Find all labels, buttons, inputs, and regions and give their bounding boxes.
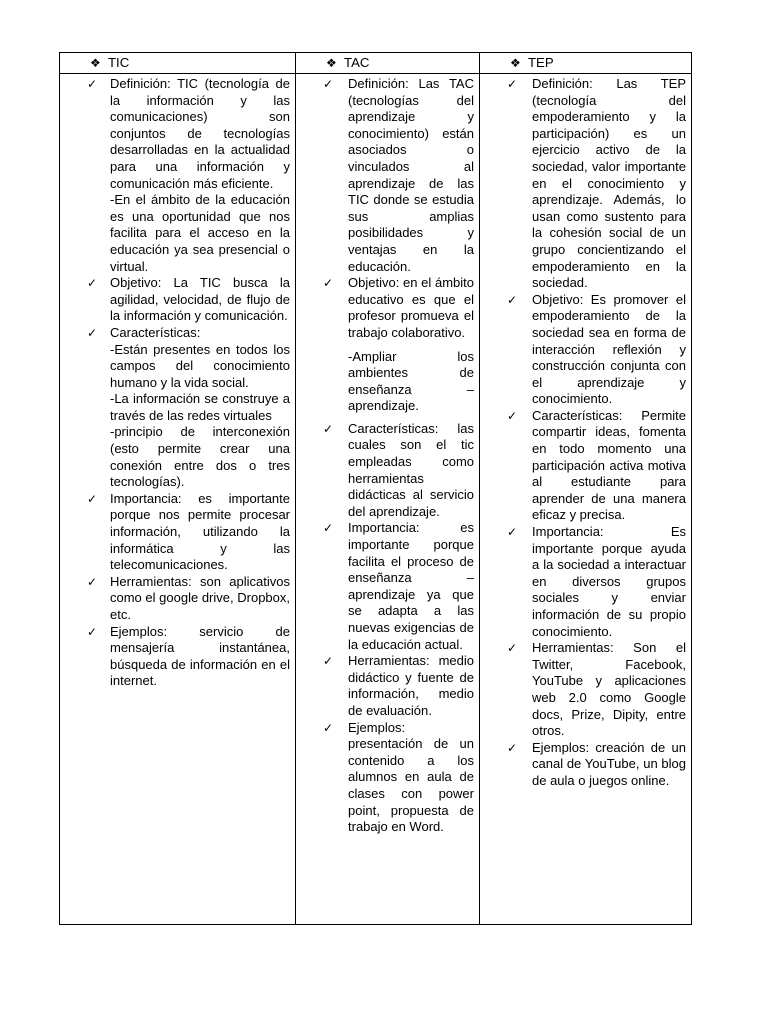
heading-text: TEP — [528, 55, 554, 70]
checkmark-icon: ✓ — [87, 574, 98, 589]
checkmark-icon: ✓ — [507, 77, 518, 91]
checkmark-icon: ✓ — [323, 421, 334, 436]
sub-text: -En el ámbito de la educación es una oportunidad que nos facilita para el acceso en la educación ya sea presencial o virtual. — [110, 192, 290, 274]
list-item: ✓ Ejemplos: presentación de un contenido a los alumnos en aula de clases con power point, propuesta de trabajo en Word. — [323, 719, 474, 835]
list-item: ✓ Herramientas: Son el Twitter, Facebook, YouTube y aplicaciones web 2.0 como Google docs, Prize, Dipity, entre otros. — [507, 640, 686, 739]
checkmark-icon: ✓ — [87, 276, 98, 291]
checkmark-icon: ✓ — [87, 491, 98, 506]
list-item: ✓ Objetivo: La TIC busca la agilidad, velocidad, de flujo de la información y comunicación. — [87, 275, 290, 324]
list-item: ✓ Definición: Las TAC (tecnologías del aprendizaje y conocimiento) están asociados o vinculados al aprendizaje de las TIC donde se estudia sus amplias posibilidades y ventajas en la educación. — [323, 76, 474, 274]
checkmark-icon: ✓ — [507, 641, 518, 656]
header-row — [60, 53, 692, 74]
checkmark-icon: ✓ — [323, 276, 334, 291]
list-item: ✓ Herramientas: medio didáctico y fuente de información, medio de evaluación. — [323, 653, 474, 718]
header-tep — [480, 53, 692, 74]
checkmark-icon: ✓ — [323, 77, 334, 91]
tep-list — [480, 74, 691, 790]
column-tep — [480, 74, 692, 925]
sub-text: -Están presentes en todos los campos del conocimiento humano y la vida social. — [110, 341, 290, 390]
list-item: ✓ Objetivo: en el ámbito educativo es que el profesor promueva el trabajo colaborativo. -Ampliar los ambientes de enseñanza – aprendizaje. — [323, 275, 474, 414]
diamond-bullet-icon: ❖ — [510, 56, 521, 70]
sub-text: -principio de interconexión (esto permite crear una conexión entre dos o tres tecnologías). — [110, 424, 290, 490]
checkmark-icon: ✓ — [507, 525, 518, 540]
tac-list — [296, 74, 479, 836]
list-item: ✓ Características: Permite compartir ideas, fomenta en todo momento una participación activa motiva al estudiante para aprender de una manera eficaz y precisa. — [507, 407, 686, 523]
list-item: ✓ Objetivo: Es promover el empoderamiento de la sociedad sea en forma de interacción reflexión y construcción conjunta con el aprendizaje y conocimiento. — [507, 291, 686, 407]
header-tac — [296, 53, 480, 74]
list-item: ✓ Herramientas: son aplicativos como el google drive, Dropbox, etc. — [87, 573, 290, 622]
list-item: ✓ Definición: Las TEP (tecnología del empoderamiento y la participación) es un ejercicio activo de la sociedad, valor importante en el conocimiento y aprendizaje. Además, lo usan como sustento para la cohesión social de un grupo concientizando el empoderamiento en la sociedad. — [507, 76, 686, 291]
checkmark-icon: ✓ — [323, 521, 334, 536]
list-item: ✓ Características: -Están presentes en todos los campos del conocimiento humano y la vida social. -La información se construye a través de las redes virtuales -principio de interconexión (esto permite crear una conexión entre dos o tres tecnologías). — [87, 324, 290, 490]
body-row — [60, 74, 692, 925]
checkmark-icon: ✓ — [87, 325, 98, 340]
heading-text: TIC — [108, 55, 130, 70]
checkmark-icon: ✓ — [87, 624, 98, 639]
checkmark-icon: ✓ — [507, 292, 518, 307]
list-item: ✓ Características: las cuales son el tic empleadas como herramientas didácticas al servicio del aprendizaje. — [323, 420, 474, 519]
list-item: ✓ Ejemplos: servicio de mensajería instantánea, búsqueda de información en el internet. — [87, 623, 290, 689]
list-item: ✓ Importancia: es importante porque facilita el proceso de enseñanza – aprendizaje ya que se adapta a las nuevas exigencias de la educación actual. — [323, 520, 474, 652]
comparison-table — [59, 52, 692, 925]
column-tac — [296, 74, 480, 925]
list-item: ✓ Definición: TIC (tecnología de la información y las comunicaciones) son conjuntos de tecnologías desarrolladas en la actualidad para una información y comunicación más eficiente. -En el ámbito de la educación es una oportunidad que nos facilita para el acceso en la educación ya sea presencial o virtual. — [87, 76, 290, 274]
column-tic — [60, 74, 296, 925]
list-item: ✓ Importancia: es importante porque nos permite procesar información, utilizando la informática y las telecomunicaciones. — [87, 490, 290, 573]
checkmark-icon: ✓ — [323, 654, 334, 669]
checkmark-icon: ✓ — [507, 740, 518, 755]
checkmark-icon: ✓ — [87, 77, 98, 91]
list-item: ✓ Importancia: Es importante porque ayuda a la sociedad a interactuar en diversos grupos sociales y enviar información de su propio conocimiento. — [507, 524, 686, 639]
diamond-bullet-icon: ❖ — [90, 56, 101, 70]
tic-list — [60, 74, 295, 690]
header-tic — [60, 53, 296, 74]
sub-text: -Ampliar los ambientes de enseñanza – aprendizaje. — [348, 348, 474, 414]
checkmark-icon: ✓ — [323, 720, 334, 735]
sub-text: -La información se construye a través de las redes virtuales — [110, 391, 290, 423]
checkmark-icon: ✓ — [507, 408, 518, 423]
list-item: ✓ Ejemplos: creación de un canal de YouTube, un blog de aula o juegos online. — [507, 739, 686, 788]
heading-text: TAC — [344, 55, 370, 70]
diamond-bullet-icon: ❖ — [326, 56, 337, 70]
